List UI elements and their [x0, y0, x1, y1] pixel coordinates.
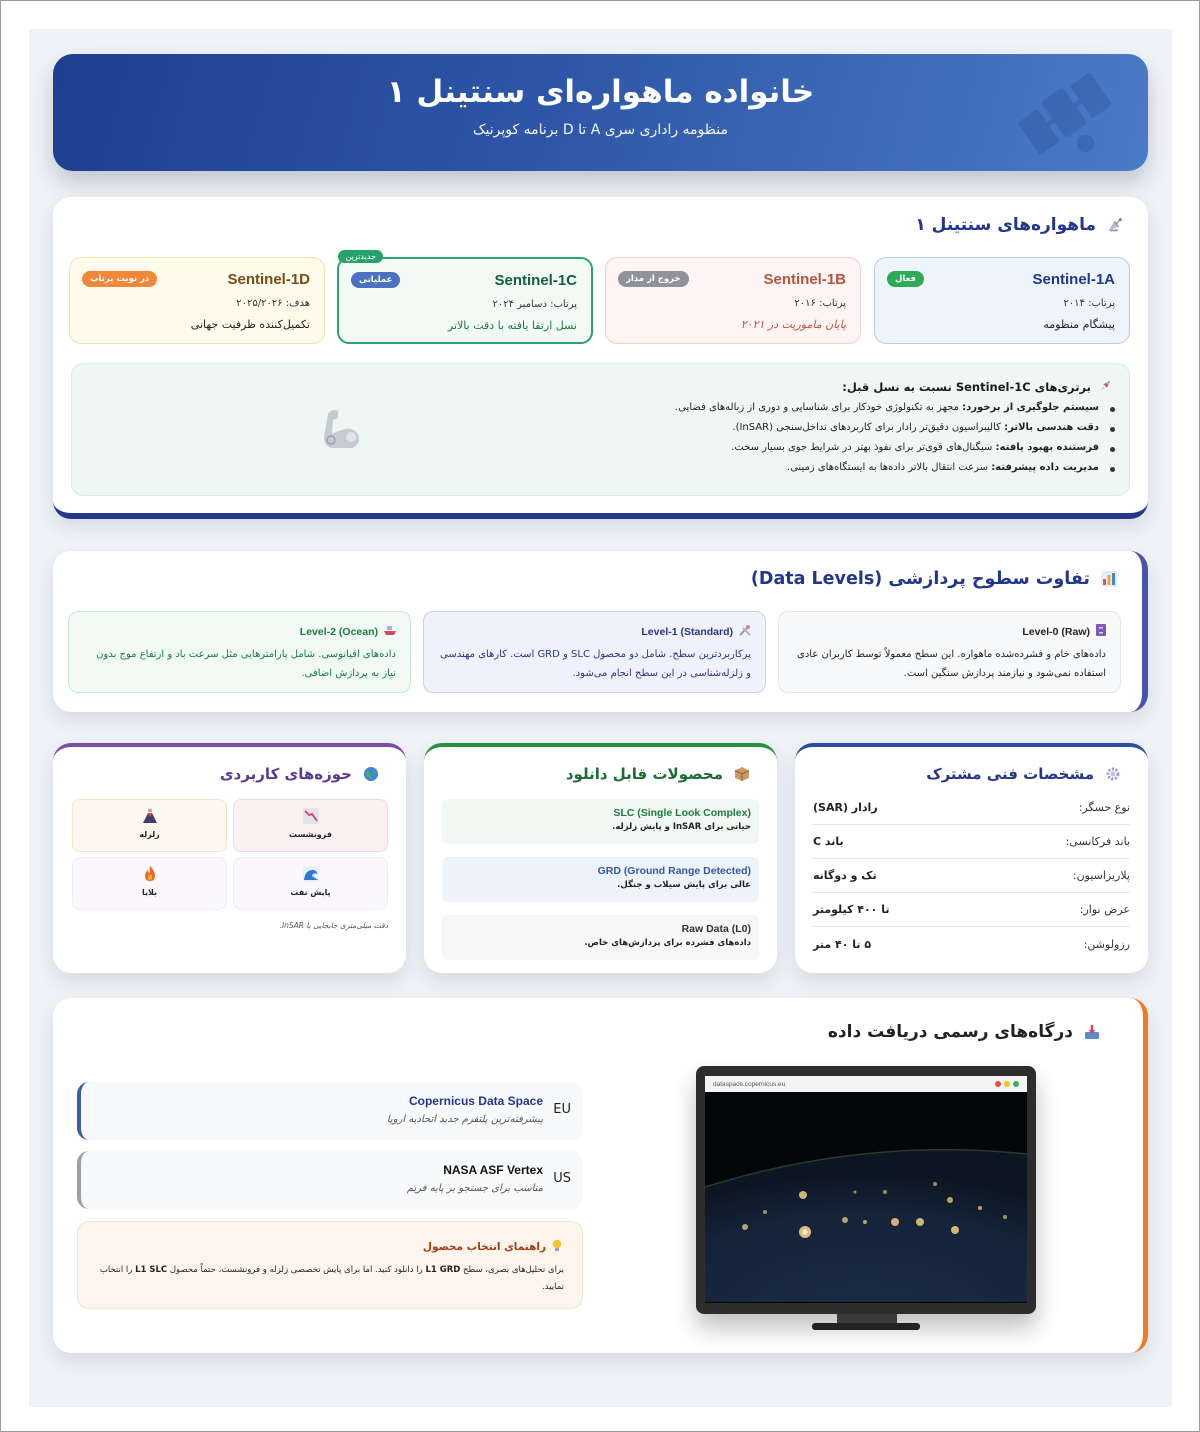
advantage-item: سیستم جلوگیری از برخورد: مجهز به تکنولوژی خودکار برای شناسایی و دوری از زباله‌های فضایی. — [675, 402, 1099, 413]
specs-card — [795, 743, 1148, 973]
file-cabinet-icon — [1096, 624, 1106, 639]
fire-icon — [73, 866, 226, 884]
package-icon — [733, 765, 751, 783]
ship-icon — [384, 624, 396, 639]
browser-screen — [705, 1076, 1027, 1303]
advantages-list — [675, 402, 1099, 482]
data-levels-title: تفاوت سطوح پردازشی (Data Levels) — [751, 569, 1118, 589]
applications-card — [53, 743, 406, 973]
products-title: محصولات قابل دانلود — [566, 765, 751, 783]
spec-row: باند فرکانسی: باند C — [813, 825, 1130, 859]
status-badge: خروج از مدار — [618, 271, 689, 287]
satellites-card — [53, 197, 1148, 519]
satellite-name: Sentinel-1A — [1032, 271, 1115, 288]
status-badge: فعال — [887, 271, 924, 287]
monitor-base — [812, 1323, 920, 1330]
level-2-box — [68, 611, 411, 693]
level-0-box — [778, 611, 1121, 693]
status-badge: در نوبت پرتاب — [82, 271, 157, 287]
target-date: هدف: ۲۰۲۵/۲۰۲۶ — [236, 298, 310, 309]
satellite-note: پیشگام منظومه — [1043, 318, 1115, 331]
portal-description: مناسب برای جستجو بر پایه فریم — [406, 1183, 543, 1194]
portal-description: پیشرفته‌ترین پلتفرم جدید اتحادیه اروپا — [386, 1114, 543, 1125]
product-raw[interactable]: Raw Data (L0) داده‌های فشرده برای پردازش‌های خاص. — [442, 915, 759, 960]
tools-icon — [739, 624, 751, 639]
level-1-box — [423, 611, 766, 693]
newest-tag: جدیدترین — [338, 250, 383, 263]
volcano-icon — [73, 808, 226, 826]
satellite-note: نسل ارتقا یافته با دقت بالاتر — [447, 319, 577, 332]
launch-date: پرتاب: دسامبر ۲۰۲۴ — [492, 299, 577, 310]
applications-note: دقت میلی‌متری جابجایی با InSAR. — [279, 921, 388, 930]
app-subsidence[interactable]: فرونشست — [233, 799, 388, 852]
browser-url: dataspace.copernicus.eu — [713, 1080, 786, 1088]
satellite-dish-icon — [1106, 216, 1124, 234]
applications-title: حوزه‌های کاربردی — [220, 765, 380, 783]
satellite-note: تکمیل‌کننده ظرفیت جهانی — [190, 318, 310, 331]
satellite-name: Sentinel-1C — [494, 272, 577, 289]
satellite-icon — [1008, 56, 1118, 166]
product-slc[interactable]: SLC (Single Look Complex) حیاتی برای InSAR و پایش زلزله. — [442, 799, 759, 844]
portals-title: درگاه‌های رسمی دریافت داده — [828, 1022, 1101, 1042]
level-description: داده‌های اقیانوسی. شامل پارامترهایی مثل سرعت باد و ارتفاع موج بدون نیاز به پردازش اضافی. — [96, 649, 396, 679]
advantages-box — [71, 363, 1130, 496]
spec-row: عرض نوار: تا ۴۰۰ کیلومتر — [813, 893, 1130, 927]
portal-name: NASA ASF Vertex — [443, 1163, 543, 1177]
tip-text: برای تحلیل‌های بصری، سطح L1 GRD را دانلود کنید. اما برای پایش تخصصی زلزله و فرونشست، حتماً محصول L1 SLC را انتخاب نمایید. — [99, 1265, 564, 1292]
inbox-download-icon — [1083, 1023, 1101, 1041]
spec-row: پلاریزاسیون: تک و دوگانه — [813, 859, 1130, 893]
level-title: Level-1 (Standard) — [641, 625, 733, 638]
spec-row: رزولوشن: ۵ تا ۴۰ متر — [813, 937, 1130, 951]
maximize-dot — [1013, 1081, 1019, 1087]
satellite-note: پایان ماموریت در ۲۰۲۱ — [740, 318, 846, 331]
portal-asf-vertex[interactable] — [77, 1151, 583, 1209]
status-badge: عملیاتی — [351, 272, 400, 288]
satellite-tile-1b[interactable] — [605, 257, 861, 344]
advantage-item: دقت هندسی بالاتر: کالیبراسیون دقیق‌تر رادار برای کاربردهای تداخل‌سنجی (InSAR). — [675, 422, 1099, 433]
minimize-dot — [1004, 1081, 1010, 1087]
portals-card — [53, 998, 1148, 1353]
region-code: EU — [553, 1102, 571, 1117]
light-bulb-icon — [552, 1239, 562, 1255]
monitor-illustration — [696, 1066, 1036, 1314]
water-wave-icon — [234, 866, 387, 884]
page-title: خانواده ماهواره‌ای سنتینل ۱ — [386, 74, 815, 110]
satellite-name: Sentinel-1D — [227, 271, 310, 288]
advantage-item: مدیریت داده پیشرفته: سرعت انتقال بالاتر داده‌ها به ایستگاه‌های زمینی. — [675, 462, 1099, 473]
region-code: US — [553, 1171, 571, 1186]
globe-icon — [362, 765, 380, 783]
launch-date: پرتاب: ۲۰۱۴ — [1063, 298, 1115, 309]
browser-bar — [705, 1076, 1027, 1092]
portal-copernicus[interactable] — [77, 1082, 583, 1140]
satellites-card-title: ماهواره‌های سنتینل ۱ — [915, 215, 1124, 235]
portal-name: Copernicus Data Space — [408, 1094, 543, 1108]
earth-at-night-image — [705, 1092, 1027, 1302]
window-controls — [995, 1081, 1019, 1087]
advantages-title: برتری‌های Sentinel-1C نسبت به نسل قبل: — [842, 378, 1113, 395]
hero-header — [53, 54, 1148, 171]
app-oil-monitoring[interactable]: پایش نفت — [233, 857, 388, 910]
bar-chart-icon — [1100, 570, 1118, 588]
app-earthquake[interactable]: زلزله — [72, 799, 227, 852]
satellite-tile-1a[interactable] — [874, 257, 1130, 344]
gear-icon — [1104, 765, 1122, 783]
page-background — [29, 29, 1172, 1407]
launch-date: پرتاب: ۲۰۱۶ — [794, 298, 846, 309]
page-subtitle: منظومه راداری سری A تا D برنامه کوپرنیک — [473, 122, 728, 138]
product-grd[interactable]: GRD (Ground Range Detected) عالی برای پایش سیلاب و جنگل. — [442, 857, 759, 902]
level-title: Level-2 (Ocean) — [299, 625, 378, 638]
product-selection-tip: راهنمای انتخاب محصول برای تحلیل‌های بصری، سطح L1 GRD را دانلود کنید. اما برای پایش تخصصی زلزله و فرونشست، حتماً محصول L1 SLC را انتخاب نمایید. — [77, 1221, 583, 1309]
chart-decreasing-icon — [234, 808, 387, 826]
level-title: Level-0 (Raw) — [1022, 625, 1090, 638]
flexed-biceps-icon — [318, 404, 366, 452]
app-disasters[interactable]: بلایا — [72, 857, 227, 910]
satellite-tile-1c[interactable] — [337, 252, 593, 344]
level-description: داده‌های خام و فشرده‌شده ماهواره. این سطح معمولاً توسط کاربران عادی استفاده نمی‌شود و نیازمند پردازش سنگین است. — [797, 649, 1106, 679]
spec-row: نوع حسگر: رادار (SAR) — [813, 791, 1130, 825]
level-description: پرکاربردترین سطح. شامل دو محصول SLC و GRD است. کارهای مهندسی و زلزله‌شناسی در این سطح انجام می‌شود. — [440, 649, 751, 679]
satellite-name: Sentinel-1B — [763, 271, 846, 288]
satellite-tile-1d[interactable] — [69, 257, 325, 344]
data-levels-card — [53, 551, 1148, 712]
close-dot — [995, 1081, 1001, 1087]
rocket-icon — [1099, 378, 1113, 395]
specs-title: مشخصات فنی مشترک — [926, 765, 1122, 783]
products-card — [424, 743, 777, 973]
advantage-item: فرستنده بهبود یافته: سیگنال‌های قوی‌تر برای نفوذ بهتر در شرایط جوی بسیار سخت. — [675, 442, 1099, 453]
